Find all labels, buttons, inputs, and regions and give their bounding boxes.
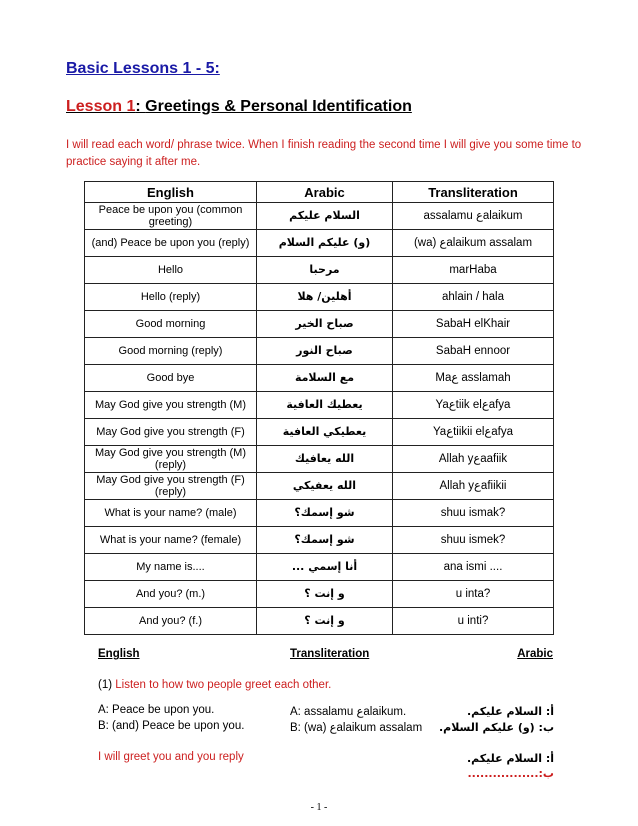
english-cell: May God give you strength (M) (85, 392, 257, 419)
listen-text: Listen to how two people greet each other. (115, 679, 332, 691)
arabic-cell: يعطيك العافية (257, 392, 393, 419)
english-cell: And you? (f.) (85, 608, 257, 635)
english-cell: (and) Peace be upon you (reply) (85, 230, 257, 257)
table-row (85, 338, 554, 365)
english-cell: Good morning (85, 311, 257, 338)
table-row (85, 527, 554, 554)
transliteration-cell: Maع asslamah (393, 365, 554, 392)
english-cell: My name is.... (85, 554, 257, 581)
dialogue-a-arabic: أ: السلام عليكم. (466, 705, 554, 718)
english-cell: What is your name? (female) (85, 527, 257, 554)
transliteration-cell: ahlain / hala (393, 284, 554, 311)
table-row (85, 311, 554, 338)
arabic-cell: مرحبا (257, 257, 393, 284)
table-row (85, 608, 554, 635)
page-number: - 1 - (310, 802, 328, 813)
english-cell: Hello (85, 257, 257, 284)
arabic-cell: (و) عليكم السلام (257, 230, 393, 257)
transliteration-cell: marHaba (393, 257, 554, 284)
arabic-cell: و إنت ؟ (257, 581, 393, 608)
table-row (85, 203, 554, 230)
transliteration-cell: ana ismi .... (393, 554, 554, 581)
english-cell: Good bye (85, 365, 257, 392)
page-title: Basic Lessons 1 - 5: (66, 60, 220, 77)
table-row (85, 581, 554, 608)
arabic-cell: السلام عليكم (257, 203, 393, 230)
arabic-cell: الله يعافيك (257, 446, 393, 473)
transliteration-cell: u inti? (393, 608, 554, 635)
section-header-arabic: Arabic (517, 648, 553, 660)
english-cell: What is your name? (male) (85, 500, 257, 527)
arabic-cell: أنا إسمي ... (257, 554, 393, 581)
arabic-cell: صباح النور (257, 338, 393, 365)
table-row (85, 284, 554, 311)
arabic-cell: يعطيكي العافية (257, 419, 393, 446)
table-header-row (85, 182, 554, 203)
dialogue-b-arabic: ب: (و) عليكم السلام. (438, 721, 554, 734)
arabic-cell: شو إسمك؟ (257, 527, 393, 554)
transliteration-cell: assalamu عalaikum (393, 203, 554, 230)
listen-instruction: (1) Listen to how two people greet each other. (98, 679, 332, 691)
english-cell: Peace be upon you (common greeting) (85, 203, 257, 230)
transliteration-cell: SabaH elKhair (393, 311, 554, 338)
english-cell: And you? (m.) (85, 581, 257, 608)
greet-instruction: I will greet you and you reply (98, 751, 244, 763)
arabic-cell: شو إسمك؟ (257, 500, 393, 527)
table-row (85, 365, 554, 392)
dialogue-b-english: B: (and) Peace be upon you. (98, 720, 245, 732)
dialogue-b-transliteration: B: (wa) عalaikum assalam (290, 722, 423, 734)
transliteration-cell: shuu ismak? (393, 500, 554, 527)
transliteration-cell: Allah yعaafiik (393, 446, 554, 473)
english-cell: May God give you strength (F) (reply) (85, 473, 257, 500)
arabic-cell: صباح الخير (257, 311, 393, 338)
col-header-english: English (85, 182, 257, 203)
table-row (85, 554, 554, 581)
section-header-english: English (98, 648, 140, 660)
english-cell: Hello (reply) (85, 284, 257, 311)
english-cell: Good morning (reply) (85, 338, 257, 365)
section-header-transliteration: Transliteration (290, 648, 370, 660)
table-row (85, 500, 554, 527)
arabic-cell: الله يعفيكي (257, 473, 393, 500)
table-row (85, 419, 554, 446)
lesson-heading: Lesson 1: Greetings & Personal Identification (66, 98, 412, 115)
dialogue-a-transliteration: A: assalamu عalaikum. (290, 706, 407, 718)
lesson-label: Lesson 1 (66, 98, 136, 115)
english-cell: May God give you strength (M)(reply) (85, 446, 257, 473)
table-row (85, 230, 554, 257)
col-header-arabic: Arabic (257, 182, 393, 203)
lesson-topic: Greetings & Personal Identification (145, 98, 412, 115)
transliteration-cell: shuu ismek? (393, 527, 554, 554)
dialogue-a-english: A: Peace be upon you. (98, 704, 215, 716)
table-row (85, 473, 554, 500)
table-row (85, 392, 554, 419)
arabic-cell: مع السلامة (257, 365, 393, 392)
transliteration-cell: SabaH ennoor (393, 338, 554, 365)
arabic-cell: و إنت ؟ (257, 608, 393, 635)
col-header-transliteration: Transliteration (393, 182, 554, 203)
table-row (85, 257, 554, 284)
english-cell: May God give you strength (F) (85, 419, 257, 446)
vocabulary-table (84, 181, 554, 635)
transliteration-cell: u inta? (393, 581, 554, 608)
greet-line-a: أ: السلام عليكم. (466, 752, 554, 765)
transliteration-cell: Yaعtiikii elعafya (393, 419, 554, 446)
intro-text: I will read each word/ phrase twice. When I finish reading the second time I will give you some time to practice saying it after me. (66, 139, 582, 168)
greet-line-b: ب:................. (467, 767, 554, 780)
arabic-cell: أهلين/ هلا (257, 284, 393, 311)
transliteration-cell: (wa) عalaikum assalam (393, 230, 554, 257)
table-row (85, 446, 554, 473)
transliteration-cell: Yaعtiik elعafya (393, 392, 554, 419)
transliteration-cell: Allah yعafiikii (393, 473, 554, 500)
